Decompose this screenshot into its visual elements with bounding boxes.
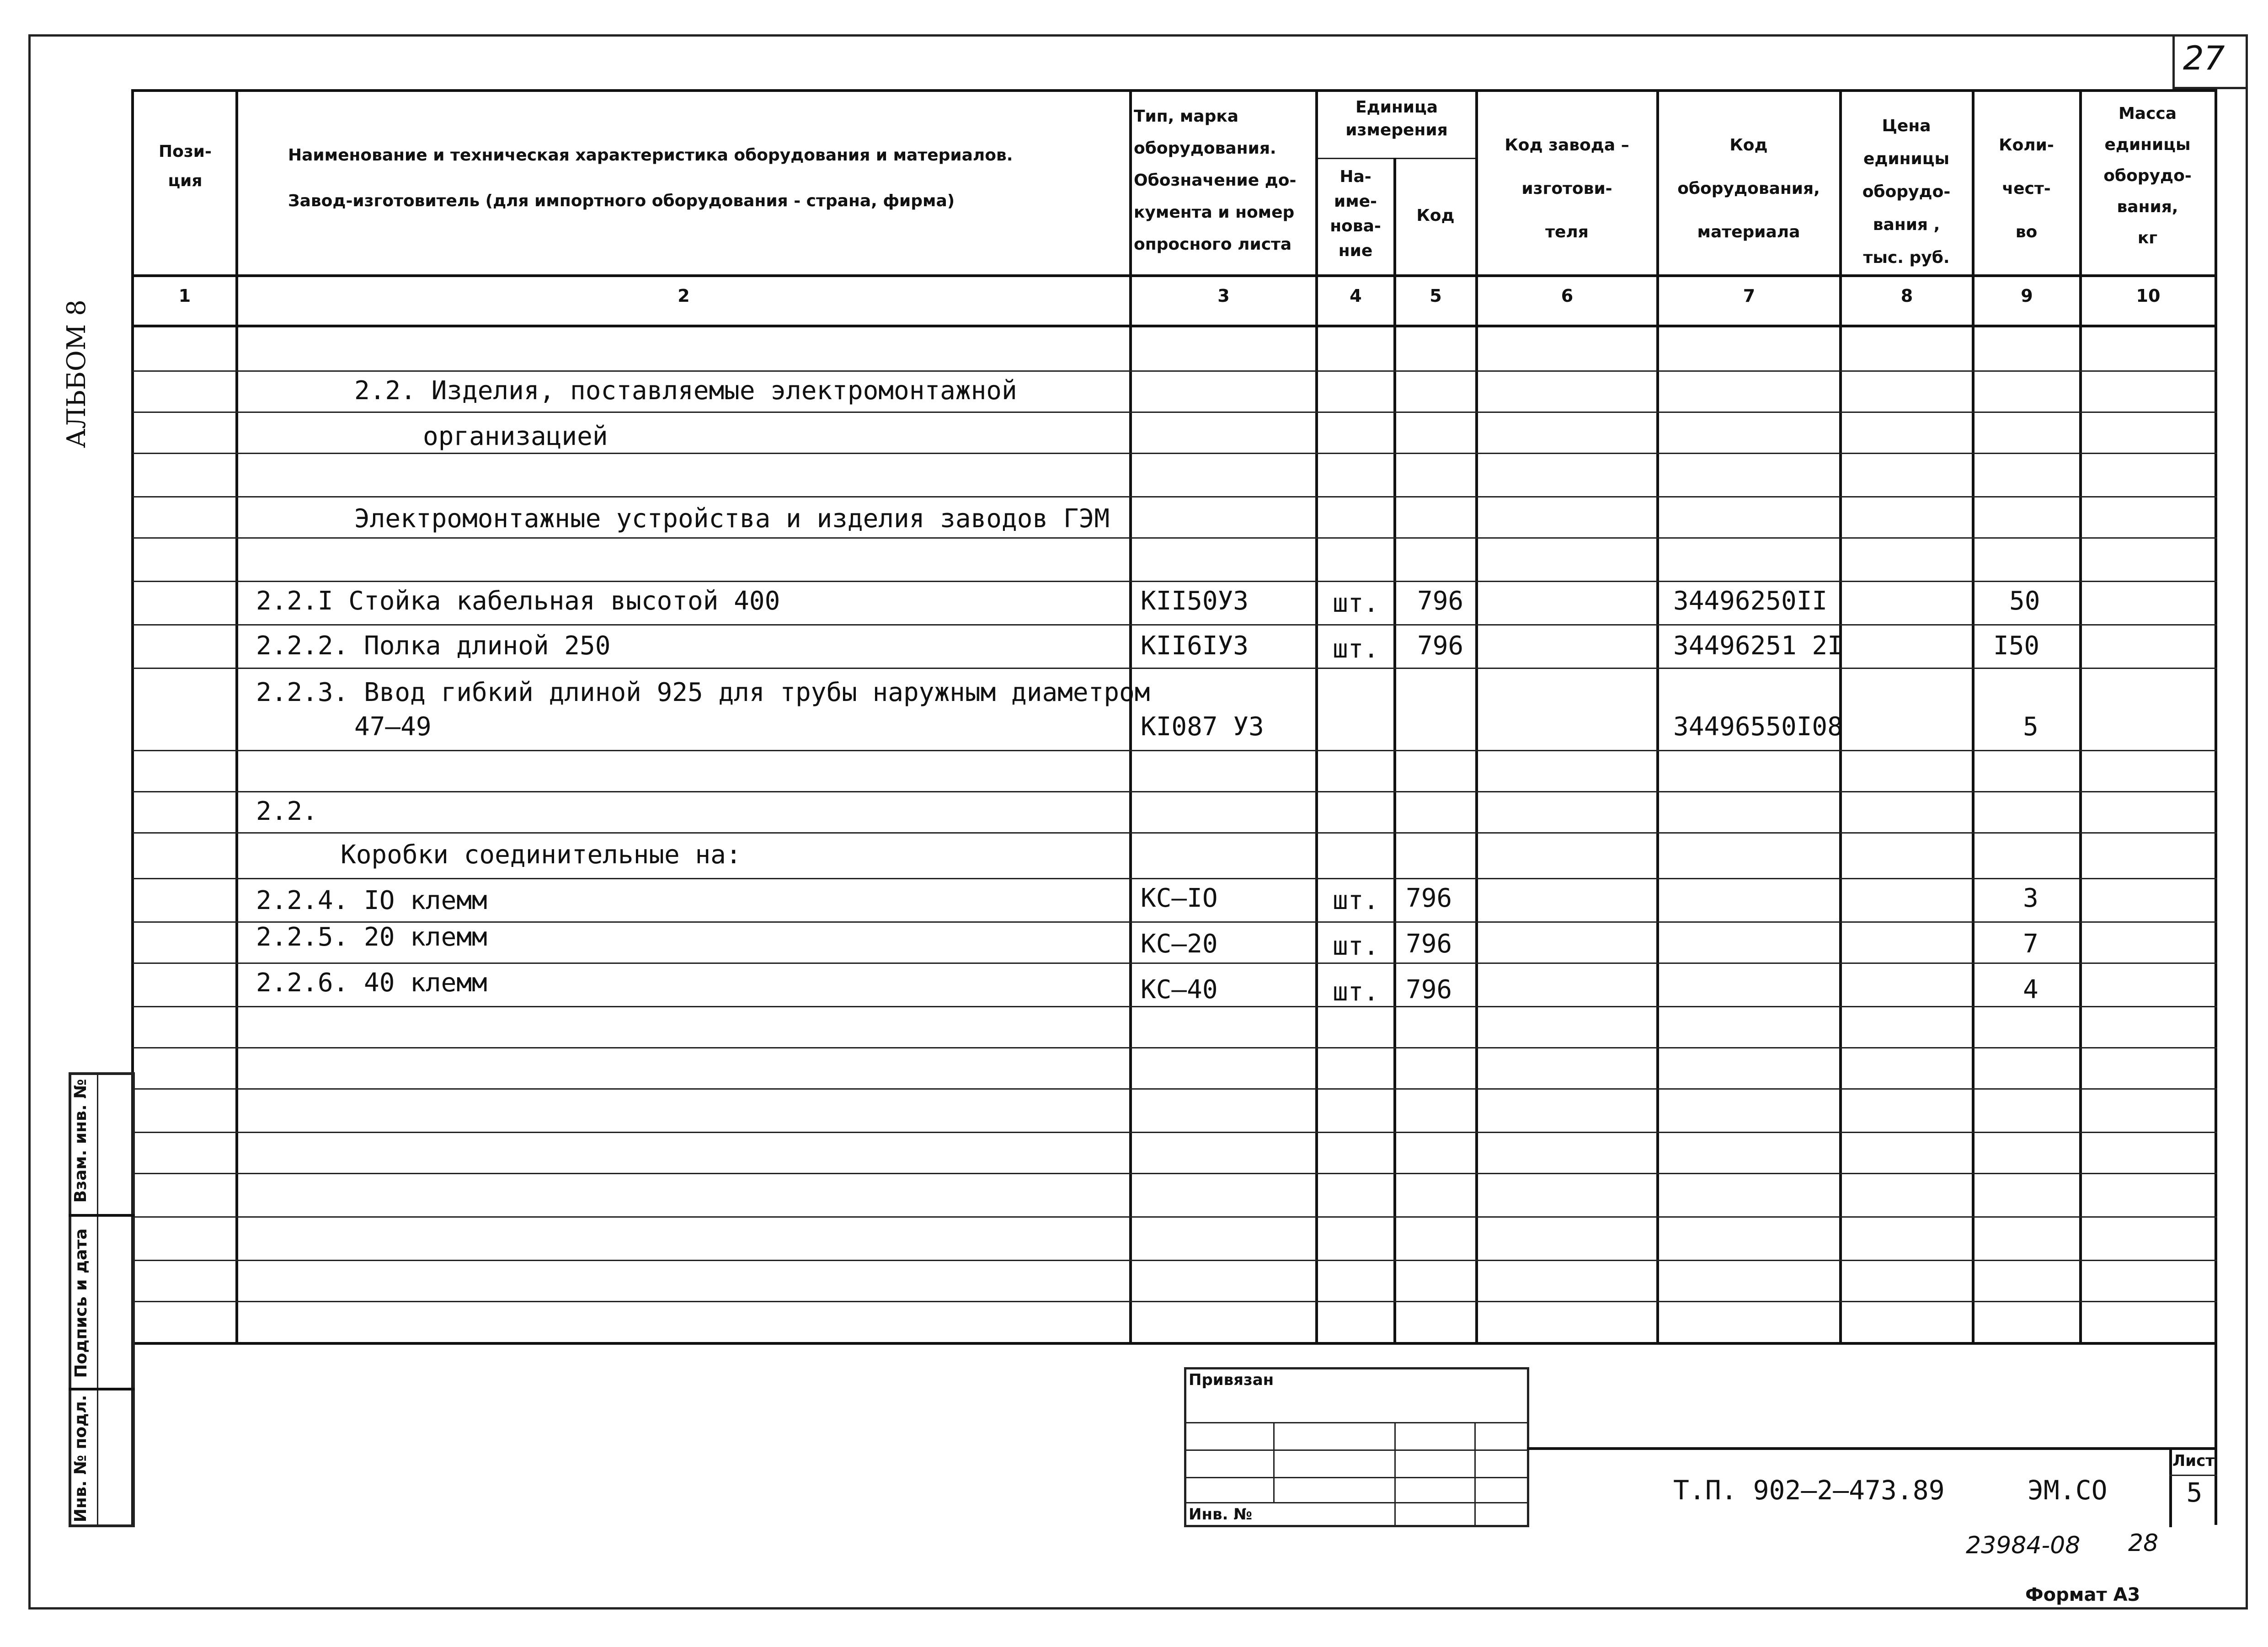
- inventory-label: Инв. №: [1189, 1505, 1253, 1524]
- section-title: 2.2. Изделия, поставляемые электромонтажной: [354, 376, 1017, 406]
- header-price: Цена единицы оборудо- вания , тыс. руб.: [1862, 117, 1951, 267]
- archive-number: 23984-08: [1966, 1532, 2081, 1559]
- album-label: АЛЬБОМ 8: [62, 299, 91, 448]
- header-name: Наименование и техническая характеристика оборудования и материалов. Завод-изготовитель (для импортного оборудования - страна, фирма): [288, 146, 1013, 210]
- header-position: Пози- ция: [159, 142, 212, 190]
- header-unit-name: На- име- нова- ние: [1330, 167, 1381, 260]
- bound-label: Привязан: [1189, 1371, 1274, 1389]
- sheet-label: Лист: [2172, 1452, 2215, 1470]
- header-equipment-code: Код оборудования, материала: [1677, 136, 1820, 241]
- header-unit-code: Код: [1416, 206, 1455, 225]
- paper-format: Формат А3: [2025, 1584, 2140, 1605]
- header-type: Тип, марка оборудования. Обозначение до- кумента и номер опросного листа: [1134, 107, 1297, 254]
- subsection-title: Электромонтажные устройства и изделия заводов ГЭМ: [354, 504, 1110, 534]
- header-mass: Масса единицы оборудо- вания, кг: [2103, 104, 2192, 247]
- sheet-number: 5: [2186, 1477, 2203, 1508]
- header-plant-code: Код завода – изготови- теля: [1505, 136, 1629, 241]
- archive-page: 28: [2128, 1529, 2159, 1557]
- boxes-title: Коробки соединительные на:: [341, 840, 742, 870]
- section-number: 2.2.: [256, 797, 318, 826]
- header-quantity: Коли- чест- во: [1999, 136, 2054, 241]
- header-unit: Единица измерения: [1345, 98, 1448, 139]
- section-title-cont: организацией: [423, 422, 608, 451]
- document-code: Т.П. 902–2–473.89: [1673, 1475, 1945, 1506]
- page-number: 27: [2183, 39, 2225, 77]
- section-code: ЭМ.СО: [2028, 1475, 2108, 1506]
